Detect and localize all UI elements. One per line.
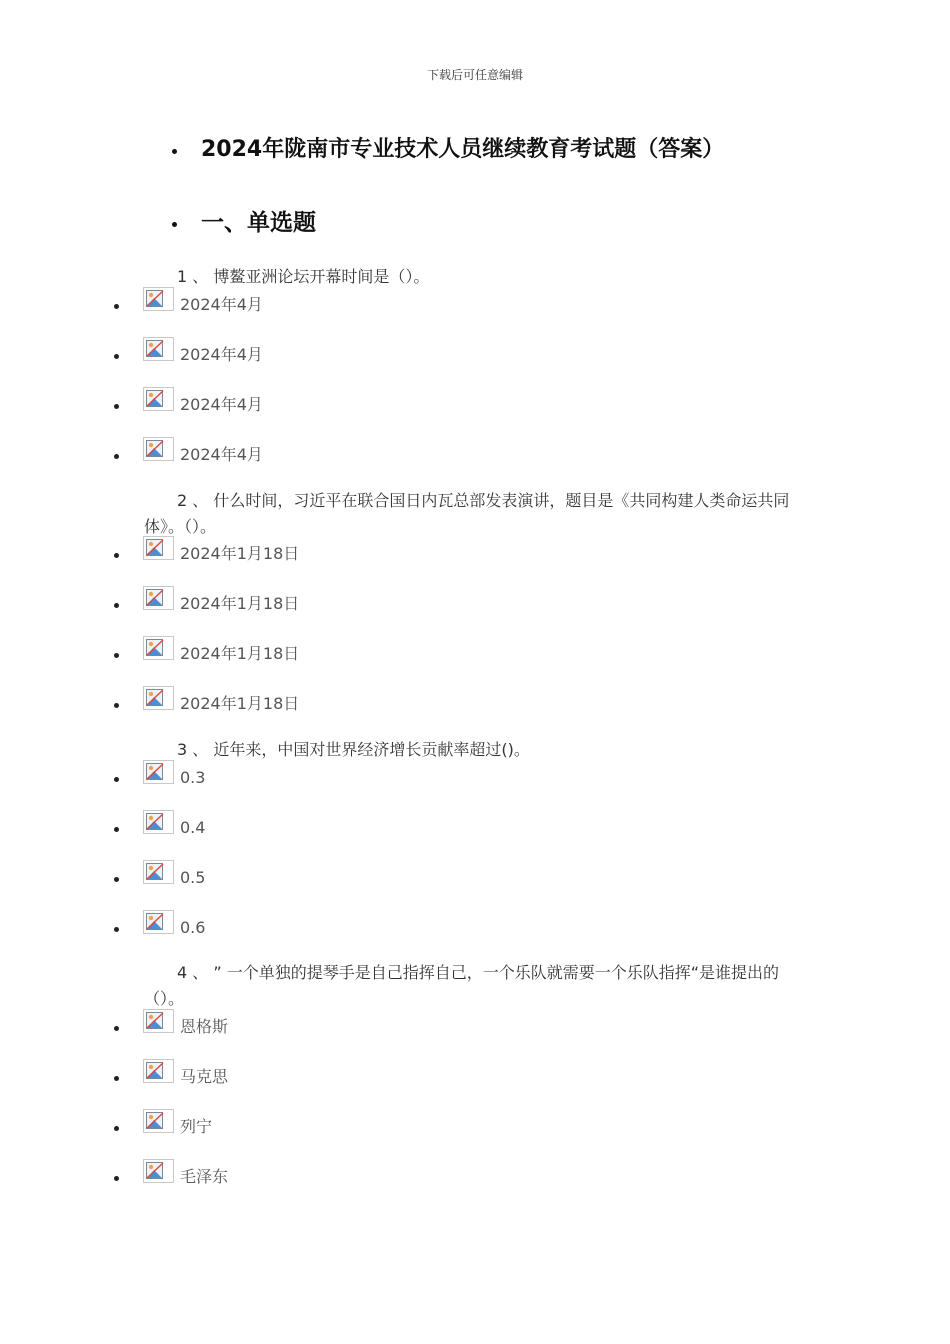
- option-label: 0.3: [180, 768, 206, 787]
- broken-image-icon: [143, 387, 174, 411]
- option-label: 2024年4月: [180, 345, 263, 364]
- bullet: [114, 603, 119, 608]
- question-1: 1 、 博鳌亚洲论坛开幕时间是（）。: [177, 267, 430, 286]
- broken-image-icon: [143, 536, 174, 560]
- option-label: 毛泽东: [180, 1167, 229, 1186]
- broken-image-icon: [143, 1109, 174, 1133]
- broken-image-icon: [143, 860, 174, 884]
- bullet: [114, 1176, 119, 1181]
- bullet: [172, 222, 177, 227]
- broken-image-icon: [143, 810, 174, 834]
- broken-image-icon: [143, 437, 174, 461]
- option-label: 2024年4月: [180, 395, 263, 414]
- broken-image-icon: [143, 910, 174, 934]
- option-label: 2024年1月18日: [180, 694, 300, 713]
- option-label: 列宁: [180, 1117, 213, 1136]
- bullet: [114, 927, 119, 932]
- option-label: 2024年4月: [180, 295, 263, 314]
- question-2: 2 、 什么时间，习近平在联合国日内瓦总部发表演讲，题目是《共同构建人类命运共同体》。（）。: [144, 491, 790, 536]
- bullet: [114, 304, 119, 309]
- bullet: [114, 877, 119, 882]
- broken-image-icon: [143, 1159, 174, 1183]
- option-label: 2024年1月18日: [180, 644, 300, 663]
- option-label: 0.4: [180, 818, 206, 837]
- bullet: [172, 149, 177, 154]
- bullet: [114, 653, 119, 658]
- broken-image-icon: [143, 636, 174, 660]
- broken-image-icon: [143, 1009, 174, 1033]
- question-3: 3 、 近年来，中国对世界经济增长贡献率超过()。: [177, 740, 530, 759]
- option-label: 0.5: [180, 868, 206, 887]
- bullet: [114, 1076, 119, 1081]
- option-label: 马克思: [180, 1067, 229, 1086]
- broken-image-icon: [143, 760, 174, 784]
- broken-image-icon: [143, 287, 174, 311]
- bullet: [114, 1126, 119, 1131]
- bullet: [114, 703, 119, 708]
- option-label: 2024年1月18日: [180, 594, 300, 613]
- option-label: 2024年4月: [180, 445, 263, 464]
- option-label: 0.6: [180, 918, 206, 937]
- section-heading-text: 一、单选题: [201, 210, 316, 236]
- bullet: [114, 827, 119, 832]
- option-label: 2024年1月18日: [180, 544, 300, 563]
- question-4: 4 、 ” 一个单独的提琴手是自己指挥自己，一个乐队就需要一个乐队指挥“是谁提出的（）。: [144, 963, 780, 1008]
- broken-image-icon: [143, 1059, 174, 1083]
- document-title-text: 2024年陇南市专业技术人员继续教育考试题（答案）: [201, 137, 725, 162]
- bullet: [114, 1026, 119, 1031]
- bullet: [114, 553, 119, 558]
- broken-image-icon: [143, 686, 174, 710]
- broken-image-icon: [143, 586, 174, 610]
- bullet: [114, 777, 119, 782]
- broken-image-icon: [143, 337, 174, 361]
- header-note: 下载后可任意编辑: [426, 68, 523, 82]
- bullet: [114, 454, 119, 459]
- bullet: [114, 354, 119, 359]
- option-label: 恩格斯: [180, 1017, 229, 1036]
- bullet: [114, 404, 119, 409]
